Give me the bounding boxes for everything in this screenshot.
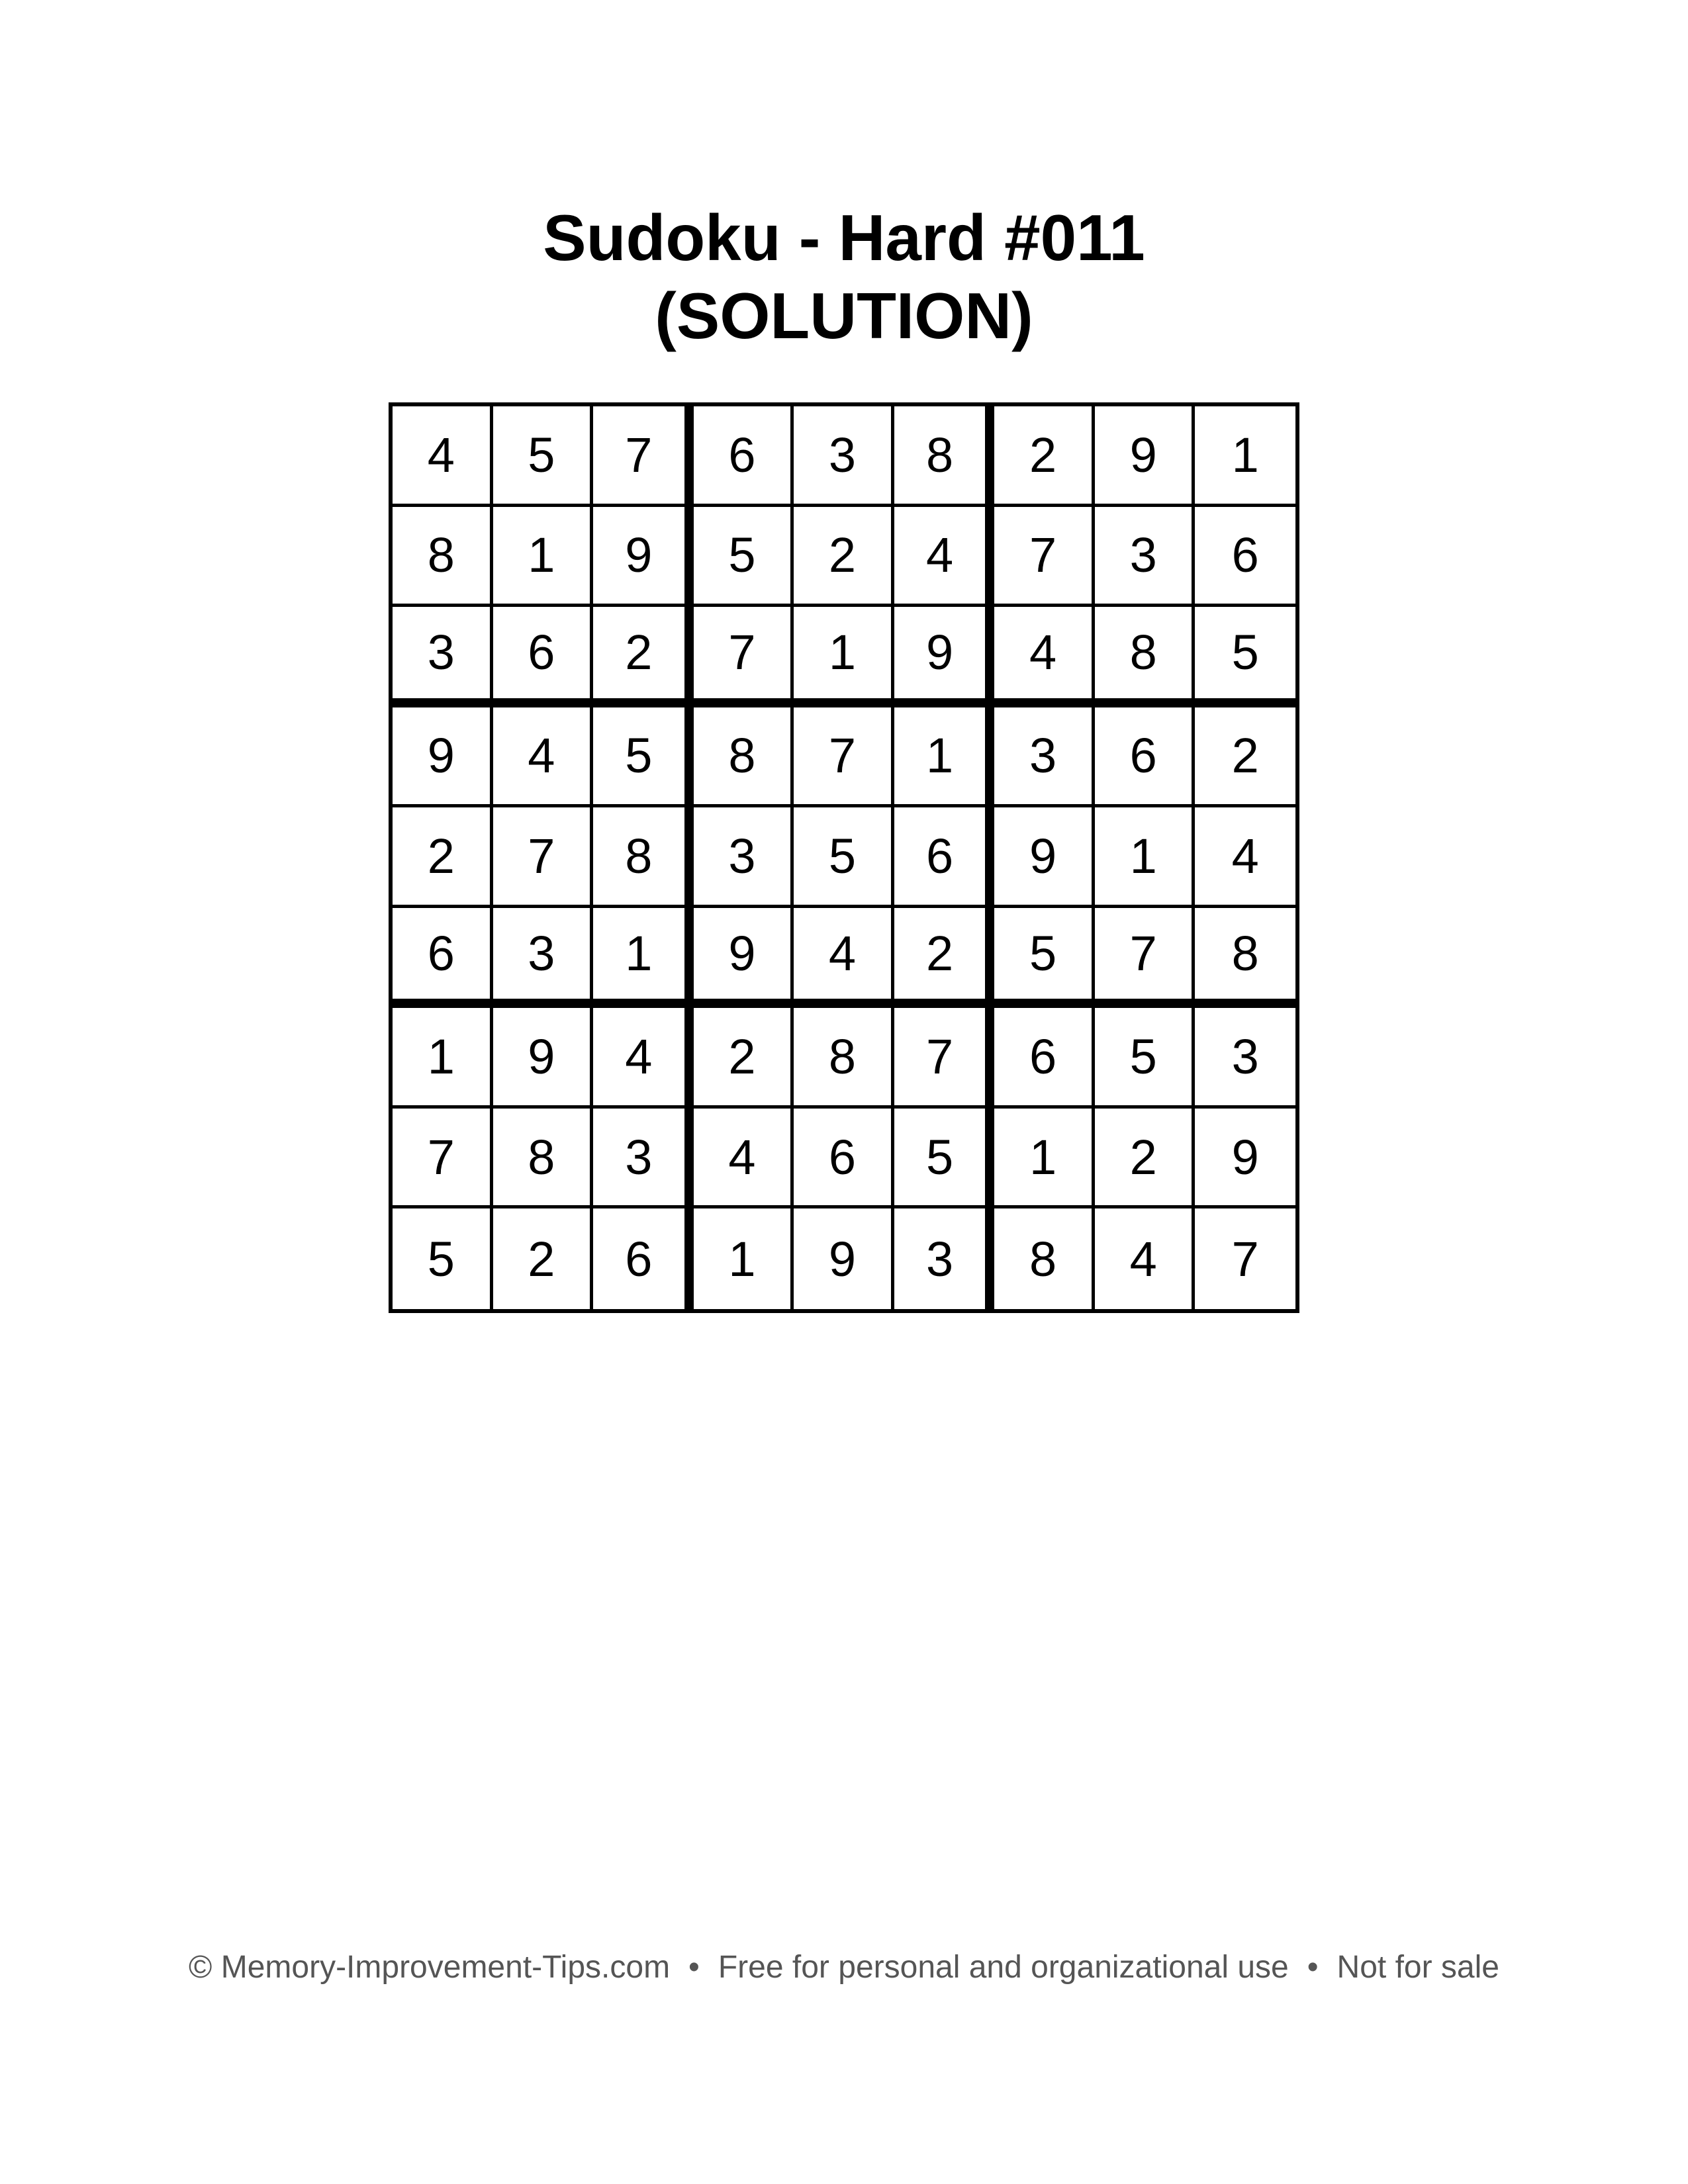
sudoku-cell: 1	[393, 1008, 493, 1109]
sudoku-cell: 8	[794, 1008, 894, 1109]
sudoku-cell: 4	[1195, 807, 1295, 908]
sudoku-cell: 7	[1095, 908, 1196, 1009]
sudoku-cell: 1	[794, 607, 894, 707]
sudoku-cell: 7	[694, 607, 794, 707]
sudoku-cell: 5	[493, 406, 594, 507]
sudoku-cell: 5	[894, 1109, 995, 1209]
sudoku-cell: 1	[694, 1208, 794, 1309]
sudoku-cell: 3	[1095, 507, 1196, 608]
sudoku-cell: 4	[593, 1008, 694, 1109]
sudoku-cell: 1	[1195, 406, 1295, 507]
sudoku-cell: 4	[894, 507, 995, 608]
sudoku-cell: 5	[1195, 607, 1295, 707]
sudoku-cell: 5	[593, 707, 694, 808]
sudoku-cell: 5	[994, 908, 1095, 1009]
sudoku-cell: 6	[694, 406, 794, 507]
sudoku-grid	[389, 402, 1299, 1313]
sudoku-cell: 1	[894, 707, 995, 808]
puzzle-title	[0, 199, 1688, 355]
footer-separator: •	[688, 1950, 700, 1985]
sudoku-cell: 3	[393, 607, 493, 707]
sudoku-cell: 7	[1231, 1231, 1259, 1287]
sudoku-cell: 8	[493, 1109, 594, 1209]
sudoku-cell: 9	[1195, 1109, 1295, 1209]
sudoku-cell: 7	[994, 507, 1095, 608]
sudoku-cell: 6	[493, 607, 594, 707]
sudoku-cell: 2	[1195, 707, 1295, 808]
sudoku-cell: 2	[1095, 1109, 1196, 1209]
sudoku-cell: 9	[794, 1208, 894, 1309]
sudoku-cell: 3	[593, 1109, 694, 1209]
sudoku-cell: 9	[694, 908, 794, 1009]
sudoku-cell: 1	[994, 1109, 1095, 1209]
sudoku-cell: 2	[994, 406, 1095, 507]
sudoku-cell: 3	[1195, 1008, 1295, 1109]
sudoku-cell: 8	[994, 1208, 1095, 1309]
puzzle-title-line2: (SOLUTION)	[655, 279, 1033, 352]
sudoku-cell: 7	[894, 1008, 995, 1109]
sudoku-cell: 2	[393, 807, 493, 908]
sudoku-cell: 7	[593, 406, 694, 507]
sudoku-cell: 4	[994, 607, 1095, 707]
sudoku-cell: 4	[794, 908, 894, 1009]
sudoku-cell: 5	[393, 1208, 493, 1309]
sudoku-cell: 8	[894, 406, 995, 507]
sudoku-cell: 2	[894, 908, 995, 1009]
sudoku-cell: 6	[1095, 707, 1196, 808]
sudoku-cell: 9	[894, 607, 995, 707]
sudoku-cell: 9	[593, 507, 694, 608]
footer-separator: •	[1307, 1950, 1319, 1985]
sudoku-cell: 5	[794, 807, 894, 908]
sudoku-cell: 6	[794, 1109, 894, 1209]
sudoku-cell: 3	[694, 807, 794, 908]
sudoku-cell: 8	[1195, 908, 1295, 1009]
sudoku-cell: 3	[894, 1208, 995, 1309]
footer	[0, 1949, 1688, 1985]
sudoku-cell: 4	[694, 1109, 794, 1209]
sudoku-cell: 4	[393, 406, 493, 507]
sudoku-cell: 7	[493, 807, 594, 908]
sudoku-cell: 1	[593, 908, 694, 1009]
sudoku-cell: 1	[493, 507, 594, 608]
footer-not-for-sale: Not for sale	[1336, 1950, 1499, 1985]
sudoku-cell: 3	[493, 908, 594, 1009]
sudoku-cell: 9	[393, 707, 493, 808]
sudoku-cell: 8	[593, 807, 694, 908]
sudoku-cell: 2	[593, 607, 694, 707]
sudoku-cell: 4	[493, 707, 594, 808]
sudoku-cell: 9	[994, 807, 1095, 908]
sudoku-cell: 5	[694, 507, 794, 608]
sudoku-cell: 6	[593, 1208, 694, 1309]
sudoku-cell: 8	[1095, 607, 1196, 707]
sudoku-cell: 8	[393, 507, 493, 608]
footer-copyright: © Memory-Improvement-Tips.com	[189, 1950, 671, 1985]
footer-usage: Free for personal and organizational use	[718, 1950, 1289, 1985]
sudoku-cell: 8	[694, 707, 794, 808]
sudoku-cell: 2	[794, 507, 894, 608]
sudoku-cell: 2	[694, 1008, 794, 1109]
sudoku-cell: 6	[1195, 507, 1295, 608]
sudoku-cell: 9	[1095, 406, 1196, 507]
sudoku-cell: 9	[493, 1008, 594, 1109]
sudoku-cell: 3	[994, 707, 1095, 808]
sudoku-cell: 6	[994, 1008, 1095, 1109]
sudoku-cell: 6	[894, 807, 995, 908]
sudoku-cell: 3	[794, 406, 894, 507]
sudoku-cell: 5	[1095, 1008, 1196, 1109]
sudoku-cell: 7	[393, 1109, 493, 1209]
sudoku-cell: 6	[393, 908, 493, 1009]
sudoku-cell: 7	[794, 707, 894, 808]
sudoku-cell: 1	[1095, 807, 1196, 908]
sudoku-cell: 4	[1095, 1208, 1196, 1309]
puzzle-title-line1: Sudoku - Hard #011	[543, 201, 1145, 274]
sudoku-cell: 2	[493, 1208, 594, 1309]
